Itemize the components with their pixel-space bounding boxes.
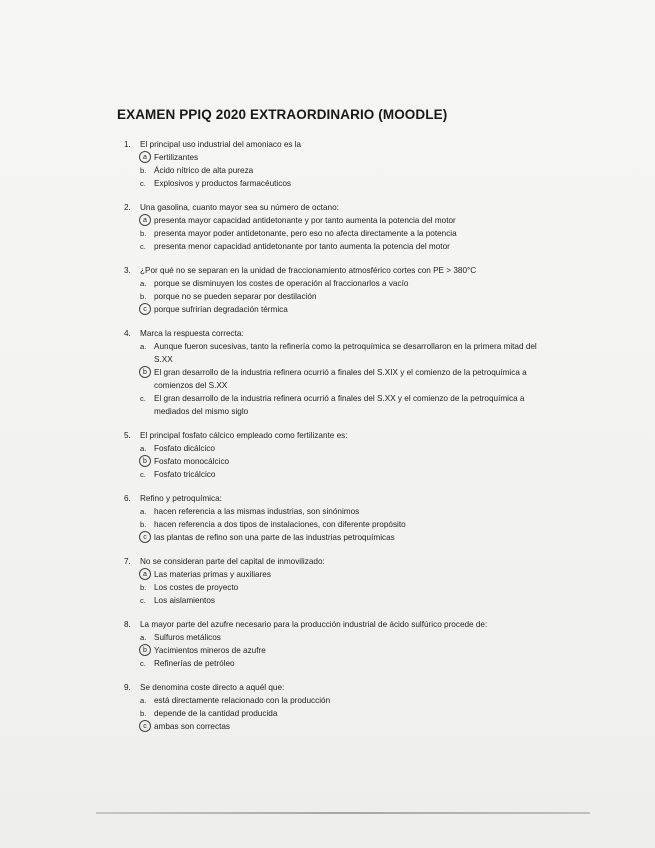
option-letter — [140, 240, 154, 252]
option-text: Explosivos y productos farmacéuticos — [154, 179, 291, 188]
option-letter — [140, 392, 154, 404]
option-text: hacen referencia a dos tipos de instalaciones, con diferente propósito — [154, 520, 406, 529]
answer-option — [140, 531, 544, 544]
answer-option — [140, 594, 544, 607]
option-letter-text: c — [139, 531, 151, 543]
option-letter — [140, 694, 154, 706]
answer-option — [140, 240, 544, 253]
question-text: Se denomina coste directo a aquél que: — [140, 683, 285, 692]
question-item — [124, 429, 544, 481]
question-stem — [124, 429, 544, 442]
option-letter-text: b. — [140, 582, 147, 592]
option-letter — [140, 581, 154, 593]
option-text: Aunque fueron sucesivas, tanto la refinería como la petroquímica se desarrollaron en la primera mitad del S.XX — [154, 342, 537, 364]
answer-option — [140, 694, 544, 707]
question-number: 6. — [124, 494, 131, 503]
question-number: 2. — [124, 203, 131, 212]
option-list — [124, 151, 544, 190]
option-letter-text: c. — [140, 469, 146, 479]
question-stem — [124, 264, 544, 277]
question-number: 3. — [124, 266, 131, 275]
answer-option — [140, 581, 544, 594]
circled-answer-mark — [140, 214, 154, 226]
option-letter-text: c. — [140, 595, 146, 605]
question-text: Una gasolina, cuanto mayor sea su número de octano: — [140, 203, 339, 212]
answer-option — [140, 392, 544, 418]
answer-option — [140, 227, 544, 240]
option-letter — [140, 290, 154, 302]
option-letter-text: c. — [140, 241, 146, 251]
question-item — [124, 681, 544, 733]
answer-option — [140, 631, 544, 644]
answer-option — [140, 340, 544, 366]
option-list — [124, 277, 544, 316]
circled-answer-mark — [140, 455, 154, 467]
answer-option — [140, 442, 544, 455]
option-text: Yacimientos mineros de azufre — [154, 646, 266, 655]
circled-answer-mark — [140, 531, 154, 543]
option-letter-text: a — [139, 214, 151, 226]
option-text: está directamente relacionado con la producción — [154, 696, 331, 705]
option-text: porque no se pueden separar por destilación — [154, 292, 317, 301]
question-stem — [124, 618, 544, 631]
option-text: presenta mayor capacidad antidetonante y por tanto aumenta la potencia del motor — [154, 216, 456, 225]
question-text: ¿Por qué no se separan en la unidad de fraccionamiento atmosférico cortes con PE > 380°C — [140, 266, 477, 275]
option-letter-text: c. — [140, 178, 146, 188]
scan-edge-rule — [96, 812, 590, 814]
question-text: Refino y petroquímica: — [140, 494, 222, 503]
option-letter — [140, 340, 154, 352]
question-number: 7. — [124, 557, 131, 566]
question-stem — [124, 492, 544, 505]
option-letter-text: b. — [140, 228, 147, 238]
option-letter-text: a. — [140, 278, 147, 288]
question-item — [124, 138, 544, 190]
option-letter — [140, 164, 154, 176]
answer-option — [140, 505, 544, 518]
option-text: presenta menor capacidad antidetonante por tanto aumenta la potencia del motor — [154, 242, 450, 251]
option-letter-text: a. — [140, 632, 147, 642]
option-text: Fertilizantes — [154, 153, 199, 162]
option-letter-text: a. — [140, 506, 147, 516]
question-number: 8. — [124, 620, 131, 629]
option-letter — [140, 594, 154, 606]
circled-answer-mark — [140, 366, 154, 378]
option-text: hacen referencia a las mismas industrias, son sinónimos — [154, 507, 360, 516]
option-letter-text: b. — [140, 291, 147, 301]
option-list — [124, 631, 544, 670]
option-letter-text: c — [139, 720, 151, 732]
option-text: Ácido nítrico de alta pureza — [154, 166, 254, 175]
circled-answer-mark — [140, 644, 154, 656]
answer-option — [140, 277, 544, 290]
option-letter-text: c. — [140, 393, 146, 403]
option-letter — [140, 631, 154, 643]
option-letter-text: a. — [140, 341, 147, 351]
option-letter-text: a. — [140, 695, 147, 705]
option-letter — [140, 505, 154, 517]
question-number: 9. — [124, 683, 131, 692]
circled-answer-mark — [140, 568, 154, 580]
option-letter — [140, 657, 154, 669]
question-text: La mayor parte del azufre necesario para la producción industrial de ácido sulfúrico procede de: — [140, 620, 488, 629]
page-title: EXAMEN PPIQ 2020 EXTRAORDINARIO (MOODLE) — [117, 107, 448, 122]
option-text: depende de la cantidad producida — [154, 709, 278, 718]
answer-option — [140, 290, 544, 303]
question-item — [124, 327, 544, 418]
option-list — [124, 442, 544, 481]
question-item — [124, 618, 544, 670]
option-letter-text: b — [139, 455, 151, 467]
question-text: Marca la respuesta correcta: — [140, 329, 244, 338]
question-text: El principal fosfato cálcico empleado como fertilizante es: — [140, 431, 348, 440]
answer-option — [140, 720, 544, 733]
answer-option — [140, 518, 544, 531]
answer-option — [140, 468, 544, 481]
answer-option — [140, 151, 544, 164]
answer-option — [140, 707, 544, 720]
answer-option — [140, 214, 544, 227]
option-letter — [140, 227, 154, 239]
answer-option — [140, 303, 544, 316]
answer-option — [140, 568, 544, 581]
circled-answer-mark — [140, 720, 154, 732]
question-number: 5. — [124, 431, 131, 440]
option-list — [124, 505, 544, 544]
question-number: 1. — [124, 140, 131, 149]
answer-option — [140, 164, 544, 177]
option-text: Fosfato tricálcico — [154, 470, 216, 479]
option-letter-text: b. — [140, 165, 147, 175]
option-text: Fosfato dicálcico — [154, 444, 215, 453]
answer-option — [140, 644, 544, 657]
option-text: El gran desarrollo de la industria refinera ocurrió a finales del S.XX y el comienzo de la petroquímica a mediados del mismo siglo — [154, 394, 525, 416]
option-letter-text: b — [139, 644, 151, 656]
option-text: Refinerías de petróleo — [154, 659, 235, 668]
option-text: Fosfato monocálcico — [154, 457, 230, 466]
option-letter — [140, 277, 154, 289]
option-letter-text: b — [139, 366, 151, 378]
answer-option — [140, 455, 544, 468]
option-list — [124, 214, 544, 253]
option-text: porque sufrirían degradación térmica — [154, 305, 288, 314]
option-letter-text: a. — [140, 443, 147, 453]
option-list — [124, 694, 544, 733]
option-text: las plantas de refino son una parte de las industrias petroquímicas — [154, 533, 395, 542]
question-item — [124, 555, 544, 607]
question-text: El principal uso industrial del amoniaco es la — [140, 140, 302, 149]
option-text: ambas son correctas — [154, 722, 230, 731]
option-letter — [140, 518, 154, 530]
question-stem — [124, 138, 544, 151]
option-text: presenta mayor poder antidetonante, pero eso no afecta directamente a la potencia — [154, 229, 457, 238]
option-letter — [140, 442, 154, 454]
circled-answer-mark — [140, 303, 154, 315]
question-item — [124, 201, 544, 253]
option-letter — [140, 468, 154, 480]
option-letter — [140, 707, 154, 719]
question-item — [124, 264, 544, 316]
question-list — [124, 138, 544, 744]
question-number: 4. — [124, 329, 131, 338]
option-text: Las materias primas y auxiliares — [154, 570, 271, 579]
option-text: Sulfuros metálicos — [154, 633, 221, 642]
question-text: No se consideran parte del capital de inmovilizado: — [140, 557, 325, 566]
question-stem — [124, 201, 544, 214]
option-letter-text: a — [139, 568, 151, 580]
question-stem — [124, 681, 544, 694]
option-text: Los costes de proyecto — [154, 583, 239, 592]
question-item — [124, 492, 544, 544]
answer-option — [140, 657, 544, 670]
option-text: El gran desarrollo de la industria refinera ocurrió a finales del S.XIX y el comienzo de la petroquímica a comienzos del S.XX — [154, 368, 527, 390]
option-letter-text: c — [139, 303, 151, 315]
circled-answer-mark — [140, 151, 154, 163]
option-list — [124, 340, 544, 418]
option-text: porque se disminuyen los costes de operación al fraccionarlos a vacío — [154, 279, 409, 288]
option-letter-text: c. — [140, 658, 146, 668]
option-list — [124, 568, 544, 607]
answer-option — [140, 366, 544, 392]
option-letter-text: b. — [140, 519, 147, 529]
option-text: Los aislamientos — [154, 596, 215, 605]
question-stem — [124, 555, 544, 568]
answer-option — [140, 177, 544, 190]
question-stem — [124, 327, 544, 340]
option-letter — [140, 177, 154, 189]
option-letter-text: a — [139, 151, 151, 163]
option-letter-text: b. — [140, 708, 147, 718]
